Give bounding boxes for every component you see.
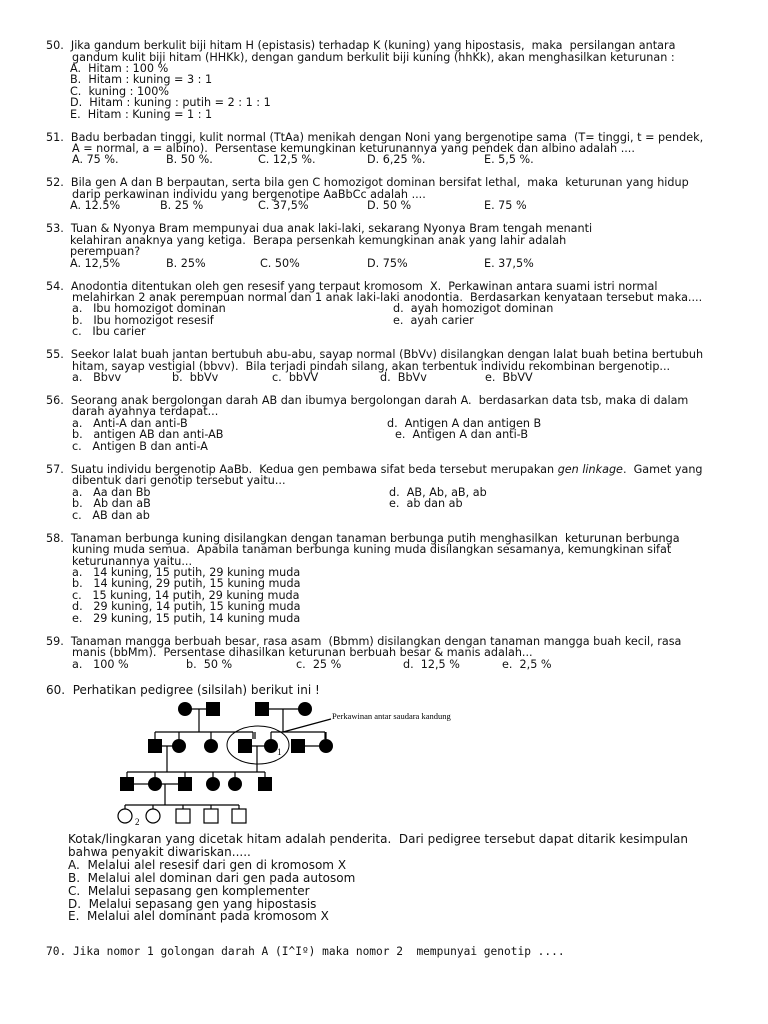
q55-stem-line2: hitam, sayap vestigial (bbvv). Bila terjadi pindah silang, akan terbentuk individu rekombinan bergenotip...: [72, 360, 671, 373]
q51-option-d: D. 6,25 %.: [367, 153, 426, 166]
pedigree-male-affected: [291, 739, 305, 753]
q55-option-d: d. BbVv: [380, 371, 427, 384]
q52-option-c: C. 37,5%: [258, 199, 309, 212]
q54-stem-line2: melahirkan 2 anak perempuan normal dan 1 anak laki-laki anodontia. Berdasarkan kenyataan tersebut maka....: [72, 291, 703, 304]
q50-option-d: D. Hitam : kuning : putih = 2 : 1 : 1: [70, 96, 271, 109]
q57-option-c: c. AB dan ab: [72, 509, 150, 522]
q56-option-b: b. antigen AB dan anti-AB: [72, 428, 224, 441]
q52-option-b: B. 25 %: [160, 199, 204, 212]
q59-option-e: e. 2,5 %: [502, 658, 552, 671]
q57-stem-italic: gen linkage: [557, 463, 623, 476]
q51-option-e: E. 5,5 %.: [484, 153, 534, 166]
q59-option-a: a. 100 %: [72, 658, 129, 671]
pedigree-female-normal: [146, 809, 160, 823]
q56-stem-line1: 56. Seorang anak bergolongan darah AB dan ibumya bergolongan darah A. berdasarkan data tsb, maka di dalam: [46, 394, 689, 407]
q50-stem-line1: 50. Jika gandum berkulit biji hitam H (epistasis) terhadap K (kuning) yang hipostasis, maka persilangan antara: [46, 39, 676, 52]
q56-option-e: e. Antigen A dan anti-B: [395, 428, 528, 441]
q55-option-b: b. bbVv: [172, 371, 219, 384]
q50-option-e: E. Hitam : Kuning = 1 : 1: [70, 108, 213, 121]
pedigree-male-affected: [148, 739, 162, 753]
q56-stem-line2: darah ayahnya terdapat...: [72, 405, 219, 418]
q54-option-b: b. Ibu homozigot resesif: [72, 314, 214, 327]
q58-option-e: e. 29 kuning, 15 putih, 14 kuning muda: [72, 612, 301, 625]
q50-option-b: B. Hitam : kuning = 3 : 1: [70, 73, 213, 86]
q57-option-e: e. ab dan ab: [389, 497, 463, 510]
q51-option-c: C. 12,5 %.: [258, 153, 316, 166]
pedigree-female-affected: [148, 777, 162, 791]
pedigree-male-affected: [255, 702, 269, 716]
q56-option-a: a. Anti-A dan anti-B: [72, 417, 188, 430]
pedigree-diagram: [95, 697, 475, 827]
q51-stem-line1: 51. Badu berbadan tinggi, kulit normal (TtAa) menikah dengan Noni yang bergenotipe sama (T= tinggi, t = pendek,: [46, 131, 704, 144]
q55-stem-line1: 55. Seekor lalat buah jantan bertubuh abu-abu, sayap normal (BbVv) disilangkan dengan lalat buah betina bertubuh: [46, 348, 704, 361]
q59-stem-line2: manis (bbMm). Persentase dihasilkan keturunan berbuah besar & manis adalah...: [72, 646, 533, 659]
q53-option-a: A. 12,5%: [70, 257, 121, 270]
q60-stem-line1: 60. Perhatikan pedigree (silsilah) berikut ini !: [46, 683, 320, 697]
pedigree-male-affected: [238, 739, 252, 753]
pedigree-label-1: 1: [277, 747, 282, 757]
q58-option-b: b. 14 kuning, 29 putih, 15 kuning muda: [72, 577, 301, 590]
pedigree-female-affected: [228, 777, 242, 791]
q51-stem-line2: A = normal, a = albino). Persentase kemungkinan keturunannya yang pendek dan albino adalah ....: [72, 142, 635, 155]
q57-stem-part1: 57. Suatu individu bergenotip AaBb. Kedua gen pembawa sifat beda tersebut merupakan: [46, 463, 558, 476]
q57-option-d: d. AB, Ab, aB, ab: [389, 486, 487, 499]
pedigree-male-affected: [120, 777, 134, 791]
pedigree-male-affected: [206, 702, 220, 716]
q58-option-c: c. 15 kuning, 14 putih, 29 kuning muda: [72, 589, 300, 602]
q60-option-a: A. Melalui alel resesif dari gen di kromosom X: [68, 858, 347, 872]
q52-stem-line2: darip perkawinan individu yang bergenotipe AaBbCc adalah ....: [72, 188, 426, 201]
q60-option-c: C. Melalui sepasang gen komplementer: [68, 884, 310, 898]
q60-stem-line3: bahwa penyakit diwariskan.....: [68, 845, 251, 859]
q53-stem-line2: kelahiran anaknya yang ketiga. Berapa persenkah kemungkinan anak yang lahir adalah: [70, 234, 567, 247]
q58-stem-line3: keturunannya yaitu...: [72, 555, 193, 568]
q59-stem-line1: 59. Tanaman mangga berbuah besar, rasa asam (Bbmm) disilangkan dengan tanaman mangga buah kecil, rasa: [46, 635, 682, 648]
q57-stem-part2: . Gamet yang: [622, 463, 703, 476]
q50-stem-line2: gandum kulit biji hitam (HHKk), dengan gandum berkulit biji kuning (hhKk), akan menghasilkan keturunan :: [72, 51, 675, 64]
q52-option-e: E. 75 %: [484, 199, 527, 212]
q50-option-c: C. kuning : 100%: [70, 85, 169, 98]
q53-stem-line3: perempuan?: [70, 245, 141, 258]
q58-stem-line1: 58. Tanaman berbunga kuning disilangkan dengan tanaman berbunga putih menghasilkan keturunan berbunga: [46, 532, 680, 545]
q54-option-a: a. Ibu homozigot dominan: [72, 302, 226, 315]
q60-stem-line2: Kotak/lingkaran yang dicetak hitam adalah penderita. Dari pedigree tersebut dapat ditarik kesimpulan: [68, 832, 688, 846]
q53-option-e: E. 37,5%: [484, 257, 534, 270]
pedigree-female-affected: [298, 702, 312, 716]
q52-stem-line1: 52. Bila gen A dan B berpautan, serta bila gen C homozigot dominan bersifat lethal, maka keturunan yang hidup: [46, 176, 689, 189]
pedigree-male-normal: [232, 809, 246, 823]
q56-option-c: c. Antigen B dan anti-A: [72, 440, 208, 453]
q57-option-a: a. Aa dan Bb: [72, 486, 151, 499]
q57-option-b: b. Ab dan aB: [72, 497, 151, 510]
pedigree-male-normal: [204, 809, 218, 823]
pedigree-female-affected: [178, 702, 192, 716]
q70-stem: 70. Jika nomor 1 golongan darah A (I^Iº) maka nomor 2 mempunyai genotip ....: [46, 945, 565, 958]
pedigree-female-affected: [264, 739, 278, 753]
pedigree-label-2: 2: [135, 817, 140, 827]
q53-option-d: D. 75%: [367, 257, 408, 270]
consanguinity-ellipse: [227, 726, 289, 764]
q60-option-d: D. Melalui sepasang gen yang hipostasis: [68, 897, 317, 911]
q57-stem-line2: dibentuk dari genotip tersebut yaitu...: [72, 474, 286, 487]
pedigree-male-affected: [258, 777, 272, 791]
q60-option-e: E. Melalui alel dominant pada kromosom X: [68, 909, 329, 923]
q52-option-a: A. 12.5%: [70, 199, 121, 212]
q55-option-e: e. BbVV: [485, 371, 533, 384]
pedigree-female-normal: [118, 809, 132, 823]
pedigree-male-affected: [178, 777, 192, 791]
q59-option-b: b. 50 %: [186, 658, 233, 671]
q53-option-c: C. 50%: [260, 257, 300, 270]
q54-option-c: c. Ibu carier: [72, 325, 146, 338]
q58-stem-line2: kuning muda semua. Apabila tanaman berbunga kuning muda disilangkan sesamanya, kemungkinan sifat: [72, 543, 672, 556]
q54-stem-line1: 54. Anodontia ditentukan oleh gen resesif yang terpaut kromosom X. Perkawinan antara suami istri normal: [46, 280, 658, 293]
q58-option-a: a. 14 kuning, 15 putih, 29 kuning muda: [72, 566, 301, 579]
q59-option-c: c. 25 %: [296, 658, 342, 671]
pedigree-male-normal: [176, 809, 190, 823]
q52-option-d: D. 50 %: [367, 199, 412, 212]
q54-option-d: d. ayah homozigot dominan: [393, 302, 554, 315]
q60-option-b: B. Melalui alel dominan dari gen pada autosom: [68, 871, 356, 885]
q55-option-a: a. Bbvv: [72, 371, 122, 384]
q54-option-e: e. ayah carier: [393, 314, 474, 327]
q58-option-d: d. 29 kuning, 14 putih, 15 kuning muda: [72, 600, 301, 613]
pedigree-female-affected: [319, 739, 333, 753]
pedigree-female-affected: [206, 777, 220, 791]
pedigree-annotation: Perkawinan antar saudara kandung: [332, 711, 451, 721]
pedigree-female-affected: [204, 739, 218, 753]
q51-option-a: A. 75 %.: [72, 153, 119, 166]
q55-option-c: c. bbVV: [272, 371, 319, 384]
q59-option-d: d. 12,5 %: [403, 658, 460, 671]
q53-option-b: B. 25%: [166, 257, 206, 270]
q50-option-a: A. Hitam : 100 %: [70, 62, 169, 75]
pedigree-female-affected: [172, 739, 186, 753]
q56-option-d: d. Antigen A dan antigen B: [387, 417, 542, 430]
q51-option-b: B. 50 %.: [166, 153, 213, 166]
q53-stem-line1: 53. Tuan & Nyonya Bram mempunyai dua anak laki-laki, sekarang Nyonya Bram tengah menanti: [46, 222, 593, 235]
